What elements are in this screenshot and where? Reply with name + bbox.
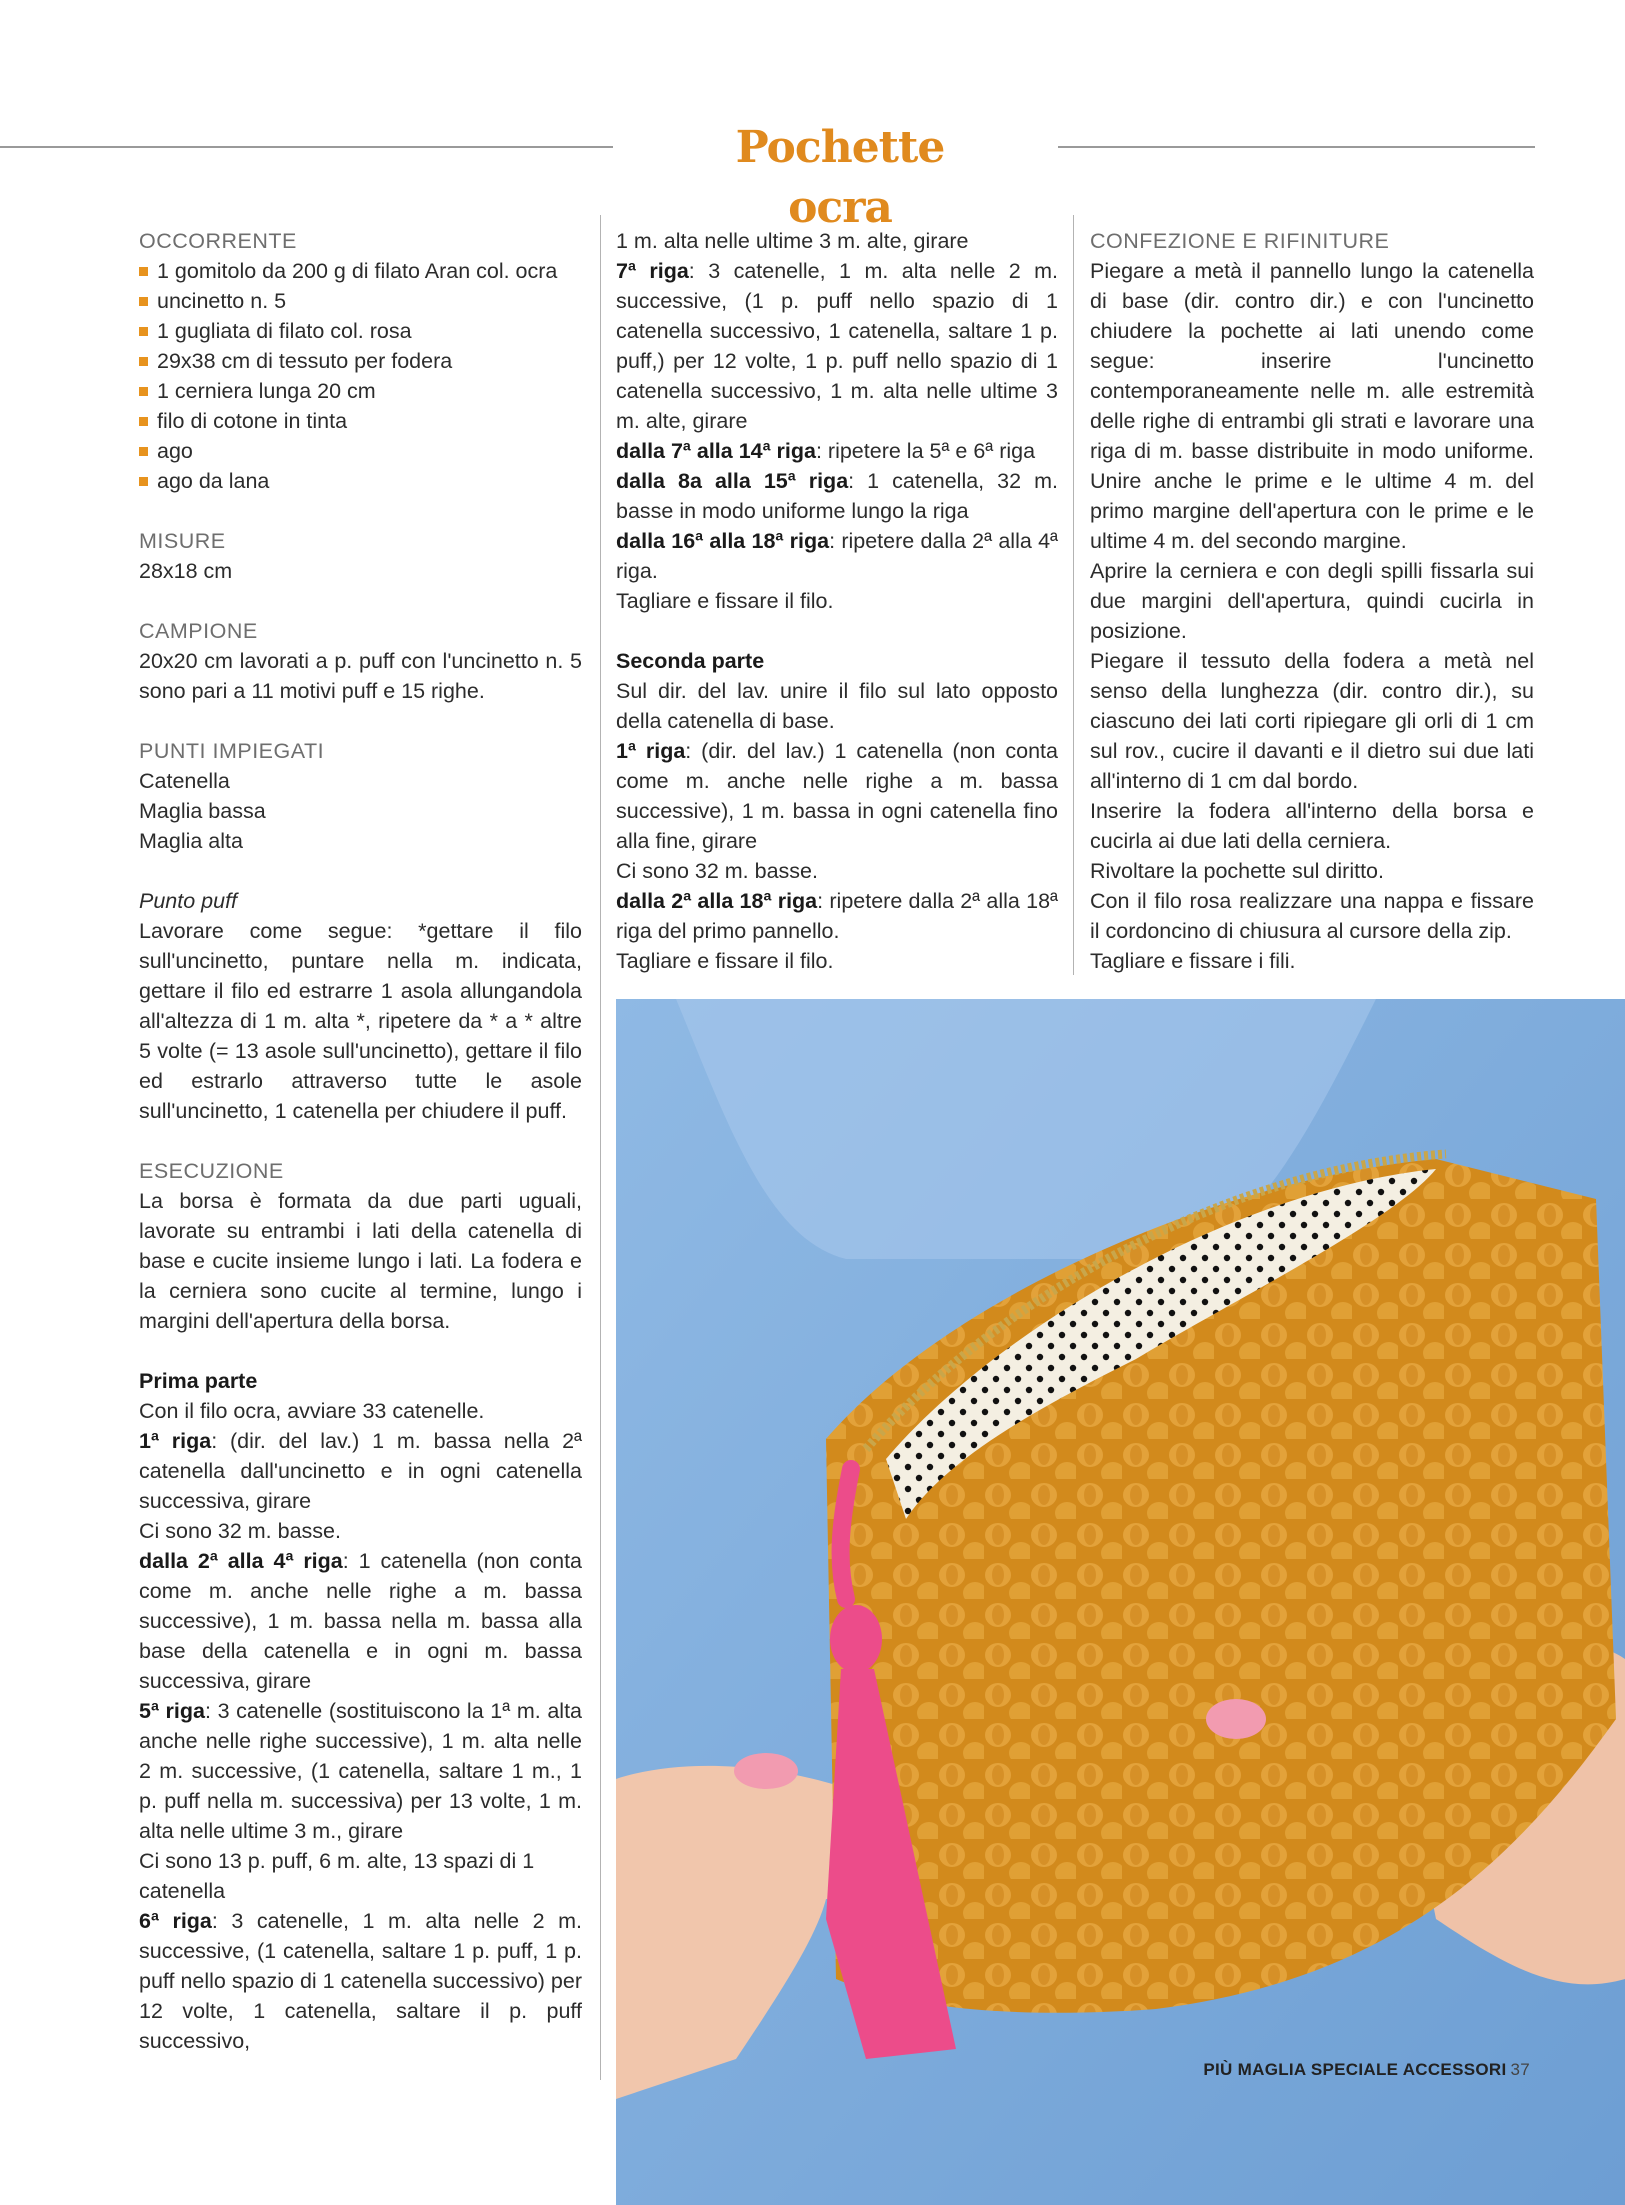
- finishing-paragraph: Inserire la fodera all'interno della borsa e cucirla ai due lati della cerniera.: [1090, 799, 1534, 853]
- misure-text: 28x18 cm: [139, 559, 233, 583]
- puff-text: Lavorare come segue: *gettare il filo sull'uncinetto, puntare nella m. indicata, gettare il filo ed estrarre 1 asola allungandola all'altezza di 1 m. alta *, ripetere da * a * altre 5 volte (= 13 asole sull'uncinetto), gettare il filo ed estrarlo attraverso tutte le asole sull'uncinetto, 1 catenella per chiudere il puff.: [139, 919, 582, 1123]
- row-instruction: dalla 2ª alla 4ª riga: 1 catenella (non conta come m. anche nelle righe a m. bassa successive), 1 m. bassa nella m. bassa alla base della catenella e in ogni m. bassa successiva, girare: [139, 1549, 582, 1693]
- row-instruction: dalla 8a alla 15ª riga: 1 catenella, 32 m. basse in modo uniforme lungo la riga: [616, 469, 1058, 523]
- bullet-square-icon: [139, 297, 148, 306]
- row-count: Ci sono 32 m. basse.: [139, 1519, 341, 1543]
- prima-parte-heading: Prima parte: [139, 1369, 258, 1393]
- prima-intro: Con il filo ocra, avviare 33 catenelle.: [139, 1399, 485, 1423]
- section-heading-punti: PUNTI IMPIEGATI: [139, 739, 325, 763]
- materials-item: 29x38 cm di tessuto per fodera: [139, 346, 582, 376]
- finishing-paragraph: Piegare il tessuto della fodera a metà nel senso della lunghezza (dir. contro dir.), su ciascuno dei lati corti ripiegare gli orli di 1 cm sul rov., cucire il davanti e il dietro sui due lati all'interno di 1 cm dal bordo.: [1090, 649, 1534, 793]
- finishing-paragraph: Aprire la cerniera e con degli spilli fissarla sui due margini dell'apertura, quindi cucirla in posizione.: [1090, 559, 1534, 643]
- row-instruction: 5ª riga: 3 catenelle (sostituiscono la 1ª m. alta anche nelle righe successive), 1 m. alta nelle 2 m. successive, (1 catenella, saltare 1 m., 1 p. puff nella m. successiva) per 13 volte, 1 m. alta nelle ultime 3 m., girare: [139, 1699, 583, 1843]
- thumb-nail: [734, 1753, 798, 1789]
- bullet-square-icon: [139, 327, 148, 336]
- section-heading-campione: CAMPIONE: [139, 619, 258, 643]
- bullet-square-icon: [139, 477, 148, 486]
- bullet-square-icon: [139, 387, 148, 396]
- stitch-item: Maglia bassa: [139, 799, 266, 823]
- finishing-paragraph: Con il filo rosa realizzare una nappa e fissare il cordoncino di chiusura al cursore della zip.: [1090, 889, 1534, 943]
- bullet-square-icon: [139, 417, 148, 426]
- row-count: Ci sono 13 p. puff, 6 m. alte, 13 spazi di 1 catenella: [139, 1849, 535, 1903]
- finishing-paragraph: Tagliare e fissare i fili.: [1090, 949, 1296, 973]
- magazine-name: PIÙ MAGLIA SPECIALE ACCESSORI: [1203, 2060, 1507, 2079]
- section-heading-esecuzione: ESECUZIONE: [139, 1159, 284, 1183]
- page-title: Pochette ocra: [735, 122, 945, 233]
- esecuzione-text: La borsa è formata da due parti uguali, lavorate su entrambi i lati della catenella di base e cucite insieme lungo i lati. La fodera e la cerniera sono cucite al termine, lungo i margini dell'apertura della borsa.: [139, 1189, 582, 1333]
- finishing-paragraph: Piegare a metà il pannello lungo la catenella di base (dir. contro dir.) e con l'uncinetto chiudere la pochette ai lati unendo come segue: inserire l'uncinetto contemporaneamente nelle m. alle estremità delle righe di entrambi gli strati e lavorare una riga di m. basse distribuite in modo uniforme. Unire anche le prime e le ultime 4 m. del primo margine dell'apertura con le prime e le ultime 4 m. del secondo margine.: [1090, 259, 1534, 553]
- materials-item: filo di cotone in tinta: [139, 406, 582, 436]
- finger-nail: [1206, 1699, 1266, 1739]
- campione-text: 20x20 cm lavorati a p. puff con l'uncinetto n. 5 sono pari a 11 motivi puff e 15 righe.: [139, 649, 582, 703]
- section-heading-occorrente: OCCORRENTE: [139, 229, 297, 253]
- materials-item: ago da lana: [139, 466, 582, 496]
- row-instruction: 6ª riga: 3 catenelle, 1 m. alta nelle 2 m. successive, (1 catenella, saltare 1 p. puff, 1 p. puff nello spazio di 1 catenella successivo) per 12 volte, 1 catenella, saltare il p. puff successivo,: [139, 1909, 582, 2053]
- row-instruction: dalla 16ª alla 18ª riga: ripetere dalla 2ª alla 4ª riga.: [616, 529, 1058, 583]
- row-instruction: dalla 2ª alla 18ª riga: ripetere dalla 2ª alla 18ª riga del primo pannello.: [616, 889, 1059, 943]
- column-3: [1090, 226, 1534, 976]
- column-1: [139, 226, 582, 2056]
- finishing-paragraph: Rivoltare la pochette sul diritto.: [1090, 859, 1384, 883]
- row-instruction: dalla 7ª alla 14ª riga: ripetere la 5ª e 6ª riga: [616, 439, 1036, 463]
- fasten-text: Tagliare e fissare il filo.: [616, 589, 834, 613]
- materials-list: [139, 256, 582, 496]
- puff-heading: Punto puff: [139, 889, 238, 913]
- row-instruction: 1ª riga: (dir. del lav.) 1 catenella (non conta come m. anche nelle righe a m. bassa successive), 1 m. bassa in ogni catenella fino alla fine, girare: [616, 739, 1058, 853]
- row-instruction: 7ª riga: 3 catenelle, 1 m. alta nelle 2 m. successive, (1 p. puff nello spazio di 1 catenella successivo, 1 catenella, saltare 1 p. puff,) per 12 volte, 1 p. puff nello spazio di 1 catenella successivo, 1 m. alta nelle ultime 3 m. alte, girare: [616, 259, 1058, 433]
- section-heading-misure: MISURE: [139, 529, 226, 553]
- page-number: 37: [1510, 2060, 1530, 2079]
- row-count: Ci sono 32 m. basse.: [616, 859, 818, 883]
- stitch-item: Maglia alta: [139, 829, 243, 853]
- materials-item: 1 cerniera lunga 20 cm: [139, 376, 582, 406]
- bullet-square-icon: [139, 267, 148, 276]
- tassel-cord: [841, 1469, 851, 1599]
- header-rule-left: [0, 146, 613, 148]
- materials-item: ago: [139, 436, 582, 466]
- page-footer: [1200, 2060, 1530, 2080]
- column-divider-2: [1073, 215, 1074, 975]
- seconda-intro: Sul dir. del lav. unire il filo sul lato opposto della catenella di base.: [616, 679, 1058, 733]
- section-heading-confezione: CONFEZIONE E RIFINITURE: [1090, 229, 1390, 253]
- bullet-square-icon: [139, 357, 148, 366]
- stitch-item: Catenella: [139, 769, 230, 793]
- header-rule-right: [1058, 146, 1535, 148]
- fasten-text: Tagliare e fissare il filo.: [616, 949, 834, 973]
- continued-text: 1 m. alta nelle ultime 3 m. alte, girare: [616, 229, 969, 253]
- bullet-square-icon: [139, 447, 148, 456]
- seconda-parte-heading: Seconda parte: [616, 649, 765, 673]
- product-photo: [616, 999, 1625, 2205]
- materials-item: uncinetto n. 5: [139, 286, 582, 316]
- materials-item: 1 gugliata di filato col. rosa: [139, 316, 582, 346]
- row-instruction: 1ª riga: (dir. del lav.) 1 m. bassa nella 2ª catenella dall'uncinetto e in ogni catenella successiva, girare: [139, 1429, 582, 1513]
- column-2: [616, 226, 1058, 976]
- column-divider-1: [600, 215, 601, 2080]
- materials-item: 1 gomitolo da 200 g di filato Aran col. ocra: [139, 256, 582, 286]
